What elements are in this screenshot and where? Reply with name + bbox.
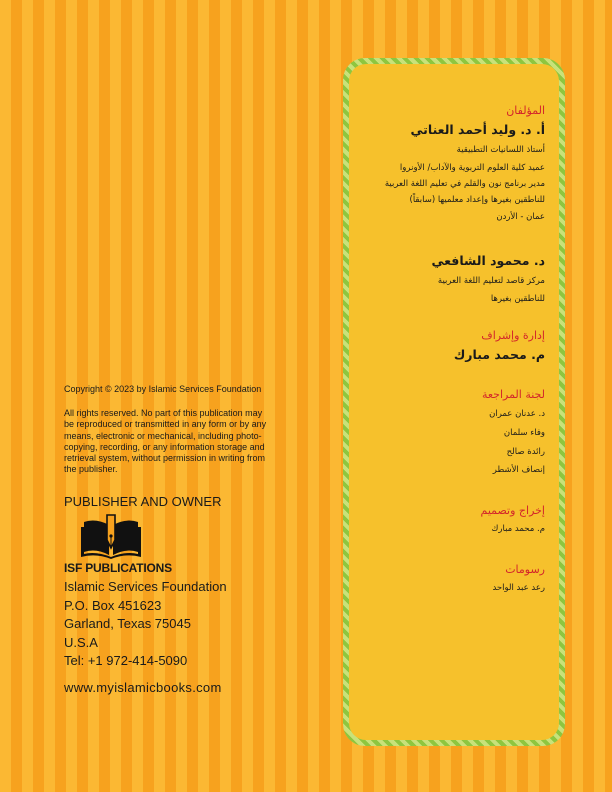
drawings-heading: رسومات: [505, 563, 545, 576]
rights-line: retrieval system, without permission in writing from: [64, 453, 266, 464]
credits-panel-inner: [349, 64, 559, 740]
management-name: م. محمد مبارك: [453, 347, 545, 362]
review-member: رائدة صالح: [506, 447, 545, 457]
copyright-notice: Copyright © 2023 by Islamic Services Foundation: [64, 384, 262, 394]
author1-title: مدير برنامج نون والقلم في تعليم اللغة العربية: [384, 179, 545, 189]
address-line: Garland, Texas 75045: [64, 616, 191, 631]
rights-line: be reproduced or transmitted in any form or by any: [64, 419, 267, 430]
author1-title: للناطقين بغيرها وإعداد معلميها (سابقاً): [409, 195, 545, 205]
author2-title: مركز قاصد لتعليم اللغة العربية: [437, 276, 545, 286]
rights-line: the publisher.: [64, 464, 118, 475]
design-name: م. محمد مبارك: [491, 524, 545, 534]
drawings-name: رعد عبد الواحد: [492, 583, 545, 593]
rights-line: copying, recording, or any information storage and: [64, 441, 265, 452]
review-member: د. عدنان عمران: [489, 409, 545, 419]
rights-line: means, electronic or mechanical, including photo-: [64, 430, 262, 441]
publisher-heading: PUBLISHER AND OWNER: [64, 494, 222, 509]
author2-name: د. محمود الشافعي: [431, 253, 545, 268]
author1-title: عميد كلية العلوم التربوية والآداب/ الأونروا: [399, 163, 545, 173]
address-line: P.O. Box 451623: [64, 597, 162, 613]
authors-heading: المؤلفان: [506, 104, 545, 117]
author1-name: أ. د. وليد أحمد العناتي: [410, 122, 545, 137]
open-book-pen-icon: [80, 514, 142, 560]
review-heading: لجنة المراجعة: [481, 388, 545, 401]
author1-title: أستاذ اللسانيات التطبيقية: [456, 145, 545, 155]
author2-title: للناطقين بغيرها: [490, 294, 545, 304]
management-heading: إدارة وإشراف: [481, 329, 545, 342]
rights-statement: [64, 408, 319, 476]
review-member: إنصاف الأشطر: [492, 465, 545, 475]
phone-line: Tel: +1 972-414-5090: [64, 653, 188, 668]
credits-panel: [343, 58, 565, 746]
review-member: وفاء سلمان: [503, 428, 545, 438]
publisher-address: [64, 578, 227, 671]
rights-line: All rights reserved. No part of this publication may: [64, 408, 263, 418]
address-line: Islamic Services Foundation: [64, 579, 227, 594]
author1-location: عمان - الأردن: [496, 212, 545, 222]
website-link[interactable]: www.myislamicbooks.com: [64, 680, 222, 695]
design-heading: إخراج وتصميم: [480, 504, 545, 517]
isf-publications-label: ISF PUBLICATIONS: [64, 561, 172, 575]
address-line: U.S.A: [64, 634, 98, 650]
